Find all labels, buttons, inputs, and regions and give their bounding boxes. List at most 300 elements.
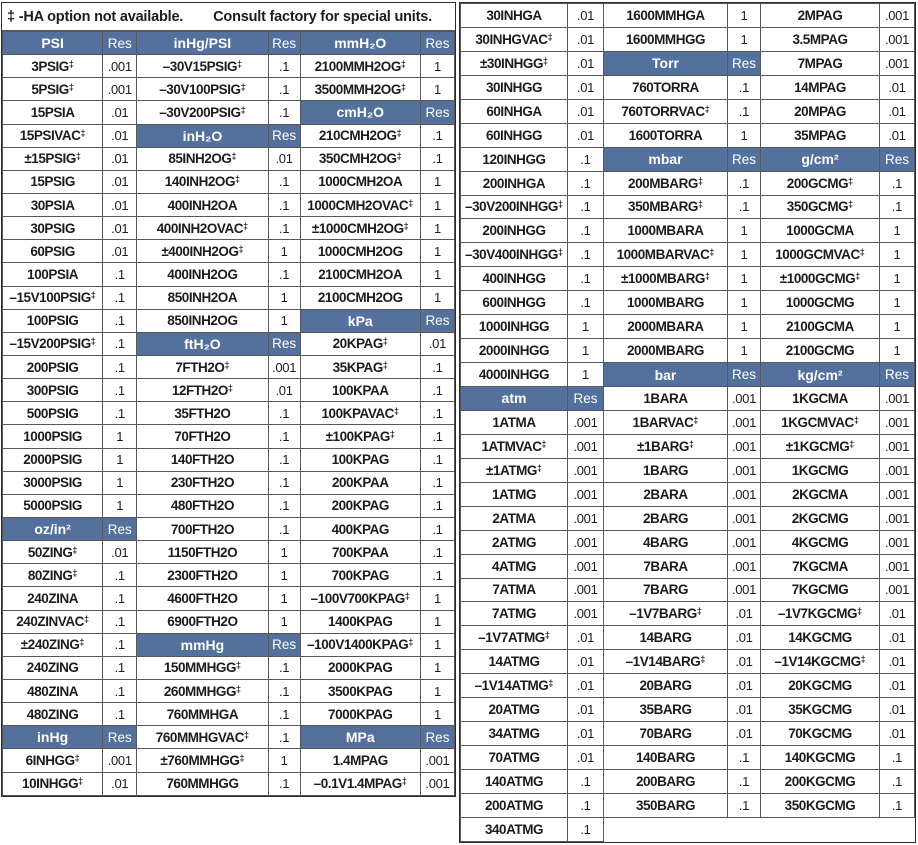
table-row [3, 240, 455, 263]
resolution-value-cell: .001 [880, 458, 915, 482]
range-code-cell: 100PSIG [3, 309, 103, 332]
resolution-value-cell: .1 [268, 263, 300, 286]
resolution-value-cell: .001 [568, 458, 604, 482]
range-code-cell: 1ATMA [461, 410, 568, 434]
resolution-value-cell: .1 [103, 263, 137, 286]
resolution-value-cell: 1 [103, 494, 137, 517]
range-code-cell: 480FTH2O [137, 494, 268, 517]
table-row [461, 243, 915, 267]
table-row [461, 602, 915, 626]
range-code-cell: 1150FTH2O [137, 541, 268, 564]
table-row [461, 267, 915, 291]
range-code-cell: 200GCMG‡ [761, 171, 880, 195]
resolution-value-cell: 1 [880, 267, 915, 291]
resolution-value-cell: .001 [728, 578, 761, 602]
resolution-value-cell: .01 [103, 101, 137, 124]
resolution-value-cell: .1 [420, 494, 454, 517]
no-ha-dagger-mark: ‡ [382, 359, 388, 370]
table-row [3, 587, 455, 610]
range-code-cell: 400KPAG [300, 517, 420, 540]
resolution-value-cell: .001 [420, 749, 454, 772]
resolution-value-cell: .01 [103, 541, 137, 564]
resolution-value-cell: .001 [880, 530, 915, 554]
resolution-value-cell: 1 [728, 315, 761, 339]
resolution-header-cell: Res [420, 309, 454, 332]
resolution-value-cell: .1 [420, 402, 454, 425]
resolution-value-cell: .1 [268, 726, 300, 749]
resolution-value-cell: .001 [880, 554, 915, 578]
resolution-value-cell: 1 [420, 610, 454, 633]
table-row [3, 448, 455, 471]
range-code-cell: 2KGCMG [761, 506, 880, 530]
range-code-cell: 200BARG [604, 770, 728, 794]
range-code-cell: 400INH2OVAC‡ [137, 217, 268, 240]
table-row [461, 219, 915, 243]
resolution-value-cell: .01 [880, 602, 915, 626]
resolution-value-cell: .001 [568, 482, 604, 506]
no-ha-dagger-mark: ‡ [68, 81, 74, 92]
range-code-cell: ±30INHGG‡ [461, 51, 568, 75]
range-code-cell: 700KPAG [300, 564, 420, 587]
no-ha-dagger-mark: ‡ [74, 752, 80, 763]
range-code-cell: 3500KPAG [300, 679, 420, 702]
resolution-value-cell: 1 [420, 679, 454, 702]
table-row [3, 286, 455, 309]
no-ha-dagger-mark: ‡ [848, 199, 854, 210]
resolution-value-cell: 1 [420, 656, 454, 679]
range-code-cell: 240ZINVAC‡ [3, 610, 103, 633]
unit-header-cell: Torr [604, 51, 728, 75]
unit-header-cell: MPa [300, 726, 420, 749]
resolution-value-cell: .001 [880, 387, 915, 411]
no-ha-dagger-mark: ‡ [408, 637, 414, 648]
range-code-cell: 70ATMG [461, 746, 568, 770]
range-code-cell: 7ATMA [461, 578, 568, 602]
range-code-cell: 1KGCMVAC‡ [761, 410, 880, 434]
resolution-value-cell: .01 [568, 626, 604, 650]
no-ha-dagger-mark: ‡ [237, 58, 243, 69]
range-code-cell: 4KGCMG [761, 530, 880, 554]
resolution-value-cell: .1 [728, 746, 761, 770]
no-ha-dagger-mark: ‡ [548, 678, 554, 689]
table-row [3, 633, 455, 656]
table-footnote-caption [2, 3, 455, 31]
table-row [3, 124, 455, 147]
resolution-value-cell: .1 [420, 355, 454, 378]
resolution-header-cell: Res [103, 517, 137, 540]
resolution-value-cell: 1 [268, 610, 300, 633]
unit-header-cell: inH₂O [137, 124, 268, 147]
range-code-cell: 14MPAG [761, 75, 880, 99]
table-row [3, 32, 455, 55]
table-row [3, 147, 455, 170]
no-ha-dagger-mark: ‡ [389, 428, 395, 439]
no-ha-dagger-mark: ‡ [709, 247, 715, 258]
table-row [3, 309, 455, 332]
resolution-value-cell: 1 [728, 339, 761, 363]
resolution-value-cell: .1 [568, 171, 604, 195]
range-code-cell: 70BARG [604, 722, 728, 746]
range-code-cell: 1000MBARA [604, 219, 728, 243]
resolution-value-cell: .001 [268, 355, 300, 378]
table-row [461, 578, 915, 602]
resolution-header-cell: Res [268, 332, 300, 355]
resolution-value-cell: .1 [268, 101, 300, 124]
resolution-value-cell: .1 [268, 772, 300, 795]
range-code-cell: 1000MBARVAC‡ [604, 243, 728, 267]
range-code-cell: 1000GCMG [761, 291, 880, 315]
no-ha-dagger-mark: ‡ [235, 174, 241, 185]
resolution-value-cell: 1 [420, 217, 454, 240]
resolution-header-cell: Res [268, 633, 300, 656]
range-code-cell: 20MPAG [761, 99, 880, 123]
resolution-value-cell: .01 [728, 722, 761, 746]
range-code-cell: 760MMHGVAC‡ [137, 726, 268, 749]
resolution-value-cell: 1 [268, 240, 300, 263]
no-ha-dagger-mark: ‡ [78, 776, 84, 787]
no-ha-dagger-mark: ‡ [401, 776, 407, 787]
resolution-value-cell: .1 [268, 217, 300, 240]
resolution-value-cell: 1 [568, 315, 604, 339]
range-code-cell: –30V400INHGG‡ [461, 243, 568, 267]
no-ha-dagger-mark: ‡ [72, 544, 78, 555]
unit-header-cell: bar [604, 363, 728, 387]
resolution-value-cell: .1 [568, 291, 604, 315]
resolution-value-cell: 1 [103, 448, 137, 471]
resolution-value-cell: .1 [728, 770, 761, 794]
range-code-cell: 480ZING [3, 703, 103, 726]
no-ha-dagger-mark: ‡ [853, 414, 859, 425]
range-code-cell: 2BARG [604, 506, 728, 530]
range-code-cell: 4000INHGG [461, 363, 568, 387]
resolution-value-cell: .1 [268, 402, 300, 425]
range-code-cell: 350GCMG‡ [761, 195, 880, 219]
table-row [461, 434, 915, 458]
unit-header-cell: mmH₂O [300, 32, 420, 55]
resolution-value-cell: 1 [880, 219, 915, 243]
range-code-cell: 15PSIA [3, 101, 103, 124]
resolution-value-cell: 1 [420, 286, 454, 309]
resolution-value-cell: .1 [880, 746, 915, 770]
resolution-value-cell: .01 [103, 170, 137, 193]
range-code-cell: 120INHGG [461, 147, 568, 171]
range-code-cell: ±1ATMG‡ [461, 458, 568, 482]
resolution-value-cell: 1 [728, 243, 761, 267]
pressure-range-table-right [459, 2, 916, 843]
range-code-cell: 3.5MPAG [761, 27, 880, 51]
range-code-cell: 7BARA [604, 554, 728, 578]
resolution-value-cell: .001 [880, 482, 915, 506]
resolution-value-cell: .1 [103, 332, 137, 355]
resolution-value-cell: .1 [568, 147, 604, 171]
range-code-cell: ±1000GCMG‡ [761, 267, 880, 291]
range-code-cell: 760MMHGG [137, 772, 268, 795]
range-code-cell: 14ATMG [461, 650, 568, 674]
resolution-value-cell: .01 [268, 147, 300, 170]
range-code-cell: 500PSIG [3, 402, 103, 425]
resolution-value-cell: .01 [103, 240, 137, 263]
resolution-value-cell: .001 [568, 410, 604, 434]
range-code-cell: ±100KPAG‡ [300, 425, 420, 448]
range-code-cell: ±400INH2OG‡ [137, 240, 268, 263]
range-code-cell: 14KGCMG [761, 626, 880, 650]
range-code-cell: 140KGCMG [761, 746, 880, 770]
no-ha-dagger-mark: ‡ [403, 220, 409, 231]
resolution-value-cell: .1 [268, 193, 300, 216]
range-code-cell: 760TORRA [604, 75, 728, 99]
range-code-cell: 30INHGVAC‡ [461, 27, 568, 51]
range-code-cell: 2100GCMA [761, 315, 880, 339]
range-code-cell: 7KGCMA [761, 554, 880, 578]
range-code-cell: –100V1400KPAG‡ [300, 633, 420, 656]
unit-header-cell: kg/cm² [761, 363, 880, 387]
table-row [461, 147, 915, 171]
range-code-cell: 15PSIVAC‡ [3, 124, 103, 147]
table-row [461, 674, 915, 698]
table-row [461, 410, 915, 434]
table-row [3, 101, 455, 124]
resolution-value-cell: .1 [268, 448, 300, 471]
resolution-value-cell: 1 [568, 339, 604, 363]
range-code-cell: 7MPAG [761, 51, 880, 75]
resolution-value-cell: .1 [568, 195, 604, 219]
no-ha-dagger-mark: ‡ [536, 462, 542, 473]
resolution-value-cell: .01 [728, 698, 761, 722]
range-code-cell: 2100CMH2OA [300, 263, 420, 286]
resolution-value-cell: .001 [103, 749, 137, 772]
no-ha-dagger-mark: ‡ [541, 438, 547, 449]
resolution-value-cell: .1 [568, 243, 604, 267]
range-code-cell: 850INH2OG [137, 309, 268, 332]
resolution-value-cell: .1 [268, 471, 300, 494]
resolution-value-cell: .01 [728, 650, 761, 674]
no-ha-dagger-mark: ‡ [393, 405, 399, 416]
resolution-value-cell: .001 [880, 578, 915, 602]
range-code-cell: 1000CMH2OG [300, 240, 420, 263]
resolution-value-cell: .1 [268, 703, 300, 726]
table-row [3, 193, 455, 216]
range-code-cell: 200KPAG [300, 494, 420, 517]
range-code-cell: 1000GCMA [761, 219, 880, 243]
range-code-cell: 3PSIG‡ [3, 55, 103, 78]
no-ha-dagger-mark: ‡ [243, 220, 249, 231]
range-code-cell: 35KPAG‡ [300, 355, 420, 378]
range-code-cell: 4BARG [604, 530, 728, 554]
no-ha-dagger-mark: ‡ [693, 414, 699, 425]
range-code-cell: 80ZING‡ [3, 564, 103, 587]
range-code-cell: ±760MMHGG‡ [137, 749, 268, 772]
table-row [461, 458, 915, 482]
table-row [3, 332, 455, 355]
table-row [3, 772, 455, 795]
no-ha-dagger-mark: ‡ [231, 151, 237, 162]
range-code-cell: 760TORRVAC‡ [604, 99, 728, 123]
range-code-cell: 700KPAA [300, 541, 420, 564]
table-row [3, 610, 455, 633]
resolution-value-cell: .1 [420, 517, 454, 540]
range-code-cell: 340ATMG [461, 817, 568, 841]
resolution-value-cell: .001 [568, 506, 604, 530]
no-ha-dagger-mark: ‡ [238, 243, 244, 254]
range-code-cell: 100KPAG [300, 448, 420, 471]
no-ha-dagger-mark: ‡ [236, 683, 242, 694]
resolution-value-cell: .001 [880, 27, 915, 51]
no-ha-dagger-mark: ‡ [224, 359, 230, 370]
table-row [3, 402, 455, 425]
resolution-value-cell: .01 [880, 75, 915, 99]
resolution-header-cell: Res [103, 32, 137, 55]
no-ha-dagger-mark: ‡ [860, 654, 866, 665]
range-code-cell: 230FTH2O [137, 471, 268, 494]
no-ha-dagger-mark: ‡ [849, 438, 855, 449]
resolution-value-cell: .01 [568, 75, 604, 99]
range-code-cell: 1ATMVAC‡ [461, 434, 568, 458]
range-code-cell: 3000PSIG [3, 471, 103, 494]
range-code-cell: 2100GCMG [761, 339, 880, 363]
no-ha-dagger-mark: ‡ [72, 567, 78, 578]
resolution-value-cell: .01 [568, 698, 604, 722]
resolution-value-cell: 1 [268, 309, 300, 332]
table-row [3, 517, 455, 540]
resolution-value-cell: .1 [103, 703, 137, 726]
range-code-cell: 850INH2OA [137, 286, 268, 309]
resolution-value-cell: .001 [880, 51, 915, 75]
resolution-value-cell: 1 [420, 240, 454, 263]
resolution-value-cell: .01 [728, 674, 761, 698]
range-code-cell: 2000KPAG [300, 656, 420, 679]
resolution-value-cell: .001 [728, 410, 761, 434]
resolution-value-cell: .01 [880, 650, 915, 674]
resolution-value-cell: .001 [568, 530, 604, 554]
resolution-value-cell: .1 [880, 770, 915, 794]
table-row [3, 471, 455, 494]
resolution-value-cell: .001 [103, 55, 137, 78]
table-row [461, 482, 915, 506]
resolution-value-cell: 1 [420, 78, 454, 101]
table-row [461, 4, 915, 28]
resolution-value-cell: .1 [420, 471, 454, 494]
range-code-cell: 35BARG [604, 698, 728, 722]
resolution-value-cell: .1 [568, 267, 604, 291]
resolution-value-cell: 1 [728, 27, 761, 51]
table-row [461, 339, 915, 363]
unit-header-cell: mmHg [137, 633, 268, 656]
no-ha-dagger-mark: ‡ [700, 654, 706, 665]
range-code-cell: –100V700KPAG‡ [300, 587, 420, 610]
resolution-header-cell: Res [420, 101, 454, 124]
range-code-cell: 1ATMG [461, 482, 568, 506]
range-code-cell: 2000PSIG [3, 448, 103, 471]
unit-header-cell: PSI [3, 32, 103, 55]
resolution-value-cell: 1 [728, 4, 761, 28]
resolution-value-cell: .001 [728, 530, 761, 554]
no-ha-dagger-mark: ‡ [396, 128, 402, 139]
table-row [461, 554, 915, 578]
table-row [461, 363, 915, 387]
no-ha-dagger-mark: ‡ [400, 58, 406, 69]
no-ha-dagger-mark: ‡ [547, 31, 553, 42]
consult-factory-note: Consult factory for special units. [213, 8, 432, 25]
range-code-cell: 2ATMG [461, 530, 568, 554]
resolution-value-cell: 1 [103, 425, 137, 448]
resolution-value-cell: 1 [268, 564, 300, 587]
resolution-value-cell: 1 [420, 170, 454, 193]
resolution-value-cell: .01 [880, 99, 915, 123]
resolution-value-cell: .01 [880, 698, 915, 722]
range-code-cell: 4ATMG [461, 554, 568, 578]
no-ha-dagger-mark: ‡ [90, 290, 96, 301]
no-ha-dagger-mark: ‡ [697, 199, 703, 210]
resolution-value-cell: 1 [420, 55, 454, 78]
no-ha-dagger-mark: ‡ [239, 752, 245, 763]
range-code-cell: 700FTH2O [137, 517, 268, 540]
resolution-value-cell: .001 [880, 4, 915, 28]
resolution-value-cell: .1 [268, 679, 300, 702]
resolution-value-cell: .1 [420, 124, 454, 147]
unit-header-cell: g/cm² [761, 147, 880, 171]
range-code-cell: 100KPAA [300, 379, 420, 402]
range-code-cell: –1V14KGCMG‡ [761, 650, 880, 674]
resolution-value-cell: .001 [880, 410, 915, 434]
table-row [461, 27, 915, 51]
range-code-cell: 70KGCMG [761, 722, 880, 746]
table-row [3, 656, 455, 679]
resolution-header-cell: Res [728, 51, 761, 75]
range-code-cell: 140INH2OG‡ [137, 170, 268, 193]
range-code-cell: 400INH2OG [137, 263, 268, 286]
no-ha-dagger-mark: ‡ [396, 151, 402, 162]
range-code-cell: 34ATMG [461, 722, 568, 746]
resolution-header-cell: Res [420, 32, 454, 55]
table-row [461, 506, 915, 530]
resolution-value-cell: .1 [103, 379, 137, 402]
range-code-cell: 60INHGA [461, 99, 568, 123]
table-row [3, 564, 455, 587]
range-code-cell: 1600TORRA [604, 123, 728, 147]
resolution-value-cell: .01 [103, 124, 137, 147]
range-code-cell: 1600MMHGG [604, 27, 728, 51]
resolution-value-cell: .01 [728, 602, 761, 626]
no-ha-dagger-mark: ‡ [240, 104, 246, 115]
range-code-cell: 1BARVAC‡ [604, 410, 728, 434]
table-row [3, 726, 455, 749]
range-code-cell: 1000PSIG [3, 425, 103, 448]
range-code-cell: 2100CMH2OG [300, 286, 420, 309]
range-code-cell: –30V200PSIG‡ [137, 101, 268, 124]
resolution-value-cell: 1 [420, 703, 454, 726]
resolution-value-cell: .1 [728, 99, 761, 123]
resolution-value-cell: .1 [268, 55, 300, 78]
range-code-cell: 7ATMG [461, 602, 568, 626]
resolution-value-cell: .001 [103, 78, 137, 101]
range-code-cell: 70FTH2O [137, 425, 268, 448]
resolution-value-cell: 1 [268, 541, 300, 564]
range-code-cell: 200ATMG [461, 793, 568, 817]
resolution-value-cell: .01 [568, 51, 604, 75]
range-code-cell: 20BARG [604, 674, 728, 698]
resolution-value-cell: .01 [568, 123, 604, 147]
table-row [461, 123, 915, 147]
table-row [461, 770, 915, 794]
no-ha-dagger-mark: ‡ [68, 58, 74, 69]
resolution-value-cell: .001 [568, 602, 604, 626]
range-code-cell: 350CMH2OG‡ [300, 147, 420, 170]
range-code-cell: 30PSIA [3, 193, 103, 216]
unit-header-cell: kPa [300, 309, 420, 332]
resolution-value-cell: .1 [268, 494, 300, 517]
resolution-value-cell: .01 [568, 746, 604, 770]
table-row [461, 817, 915, 841]
